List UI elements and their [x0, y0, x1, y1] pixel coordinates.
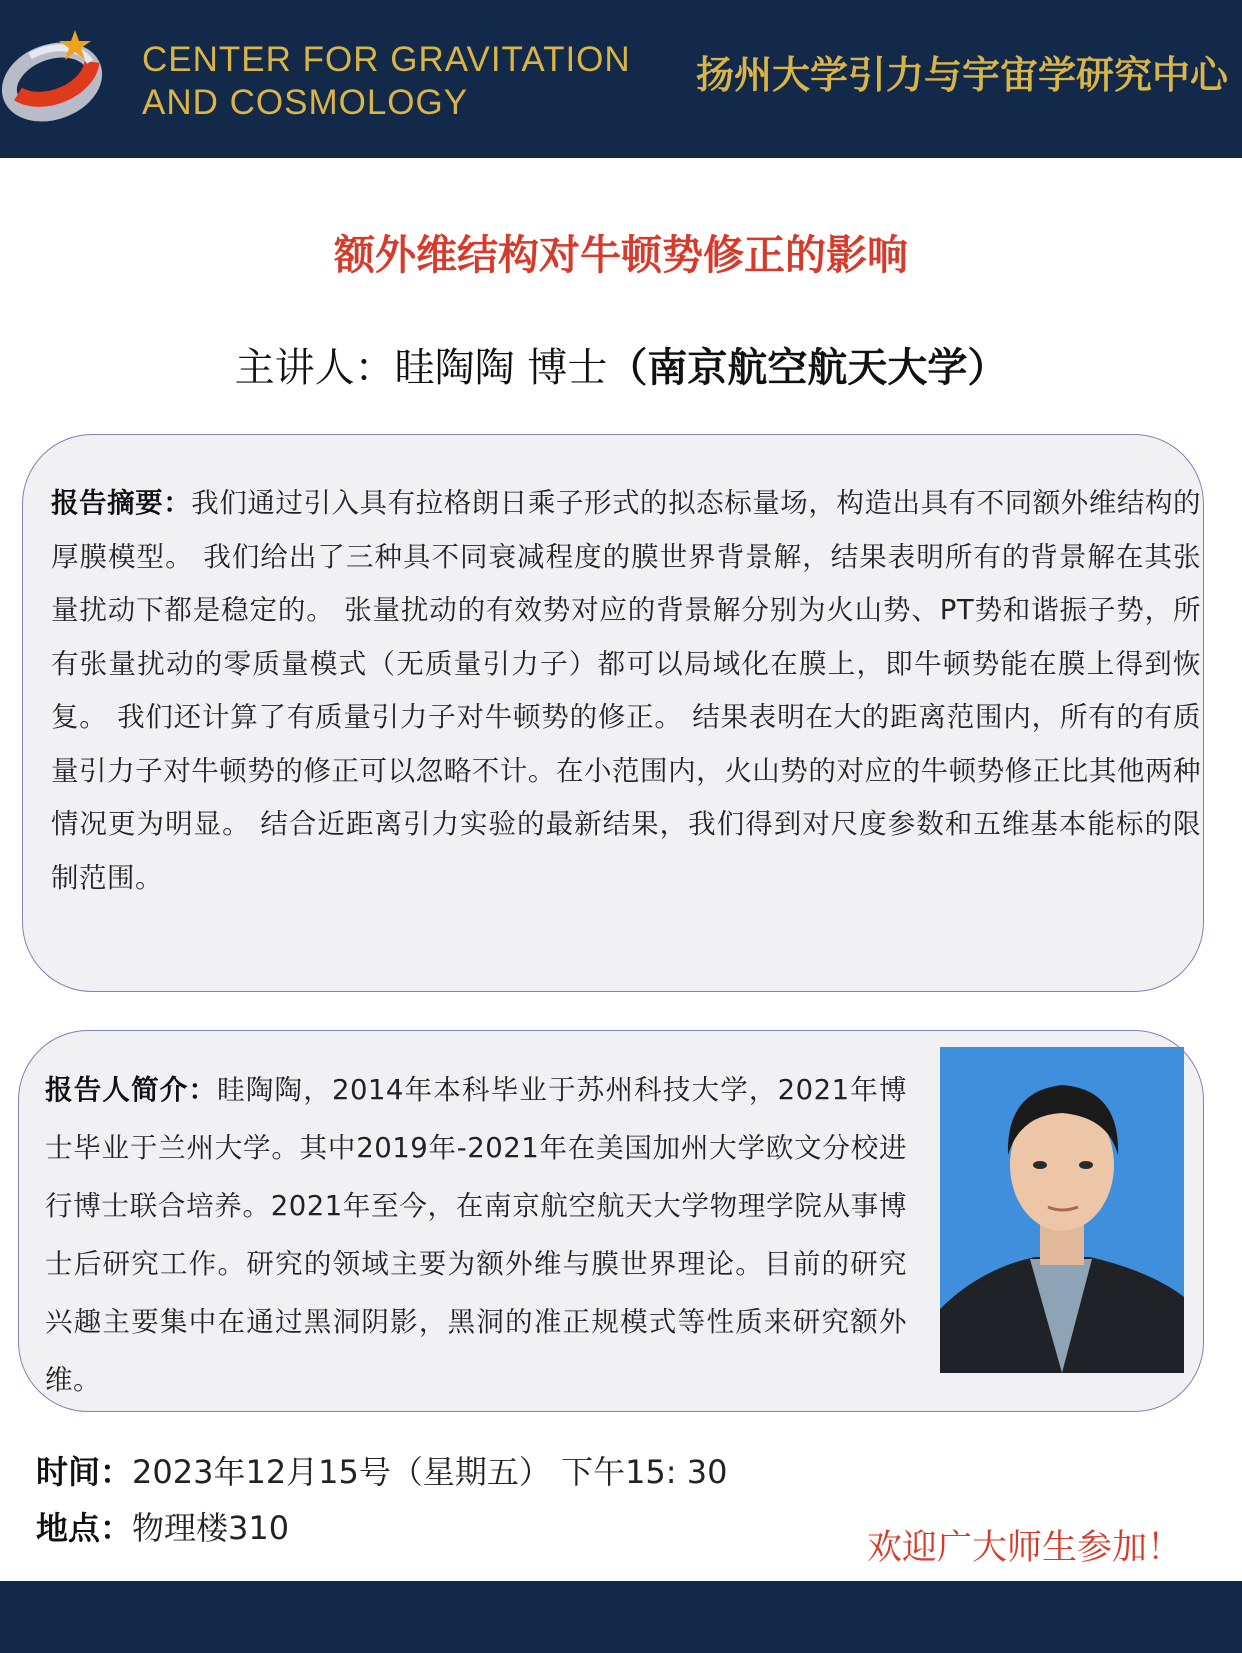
- speaker-line: [0, 340, 1242, 396]
- center-name-line1: CENTER FOR GRAVITATION: [142, 40, 631, 79]
- abstract-text: 我们通过引入具有拉格朗日乘子形式的拟态标量场，构造出具有不同额外维结构的厚膜模型。 我们给出了三种具不同衰减程度的膜世界背景解，结果表明所有的背景解在其张量扰动下都是稳定的。 张量扰动的有效势对应的背景解分别为火山势、PT势和谐振子势，所有张量扰动的零质量模式（无质量引力子）都可以局域化在膜上，即牛顿势能在膜上得到恢复。 我们还计算了有质量引力子对牛顿势的修正。 结果表明在大的距离范围内，所有的有质量引力子对牛顿势的修正可以忽略不计。在小范围内，火山势的对应的牛顿势修正比其他两种情况更为明显。 结合近距离引力实验的最新结果，我们得到对尺度参数和五维基本能标的限制范围。: [51, 487, 1201, 894]
- event-location: [36, 1506, 289, 1550]
- center-name-chinese: 扬州大学引力与宇宙学研究中心: [695, 52, 1228, 97]
- header-banner: [0, 0, 1242, 158]
- abstract-box: [22, 434, 1204, 992]
- abstract-paragraph: [51, 477, 1201, 905]
- time-label: 时间：: [36, 1453, 133, 1491]
- speaker-affiliation: （南京航空航天大学）: [607, 345, 1008, 391]
- abstract-label: 报告摘要：: [51, 487, 192, 519]
- bio-label: 报告人简介：: [45, 1074, 218, 1106]
- center-name-line2: AND COSMOLOGY: [142, 83, 469, 122]
- event-time: [36, 1450, 727, 1494]
- speaker-name: 眭陶陶 博士: [394, 345, 608, 391]
- footer-banner: [0, 1581, 1242, 1653]
- time-value: 2023年12月15号（星期五） 下午15: 30: [132, 1453, 728, 1491]
- talk-title: 额外维结构对牛顿势修正的影响: [334, 231, 908, 279]
- welcome-message: 欢迎广大师生参加！: [866, 1528, 1182, 1568]
- speaker-photo: [940, 1047, 1184, 1373]
- center-name-english: [142, 38, 631, 124]
- bio-paragraph: [45, 1061, 907, 1409]
- center-logo-orbit-icon: [0, 22, 118, 137]
- bio-text: 眭陶陶，2014年本科毕业于苏州科技大学，2021年博士毕业于兰州大学。其中2019年-2021年在美国加州大学欧文分校进行博士联合培养。2021年至今，在南京航空航天大学物理学院从事博士后研究工作。研究的领域主要为额外维与膜世界理论。目前的研究兴趣主要集中在通过黑洞阴影，黑洞的准正规模式等性质来研究额外维。: [45, 1074, 907, 1396]
- place-label: 地点：: [36, 1509, 133, 1547]
- speaker-prefix: 主讲人：: [234, 345, 395, 391]
- place-value: 物理楼310: [132, 1509, 290, 1547]
